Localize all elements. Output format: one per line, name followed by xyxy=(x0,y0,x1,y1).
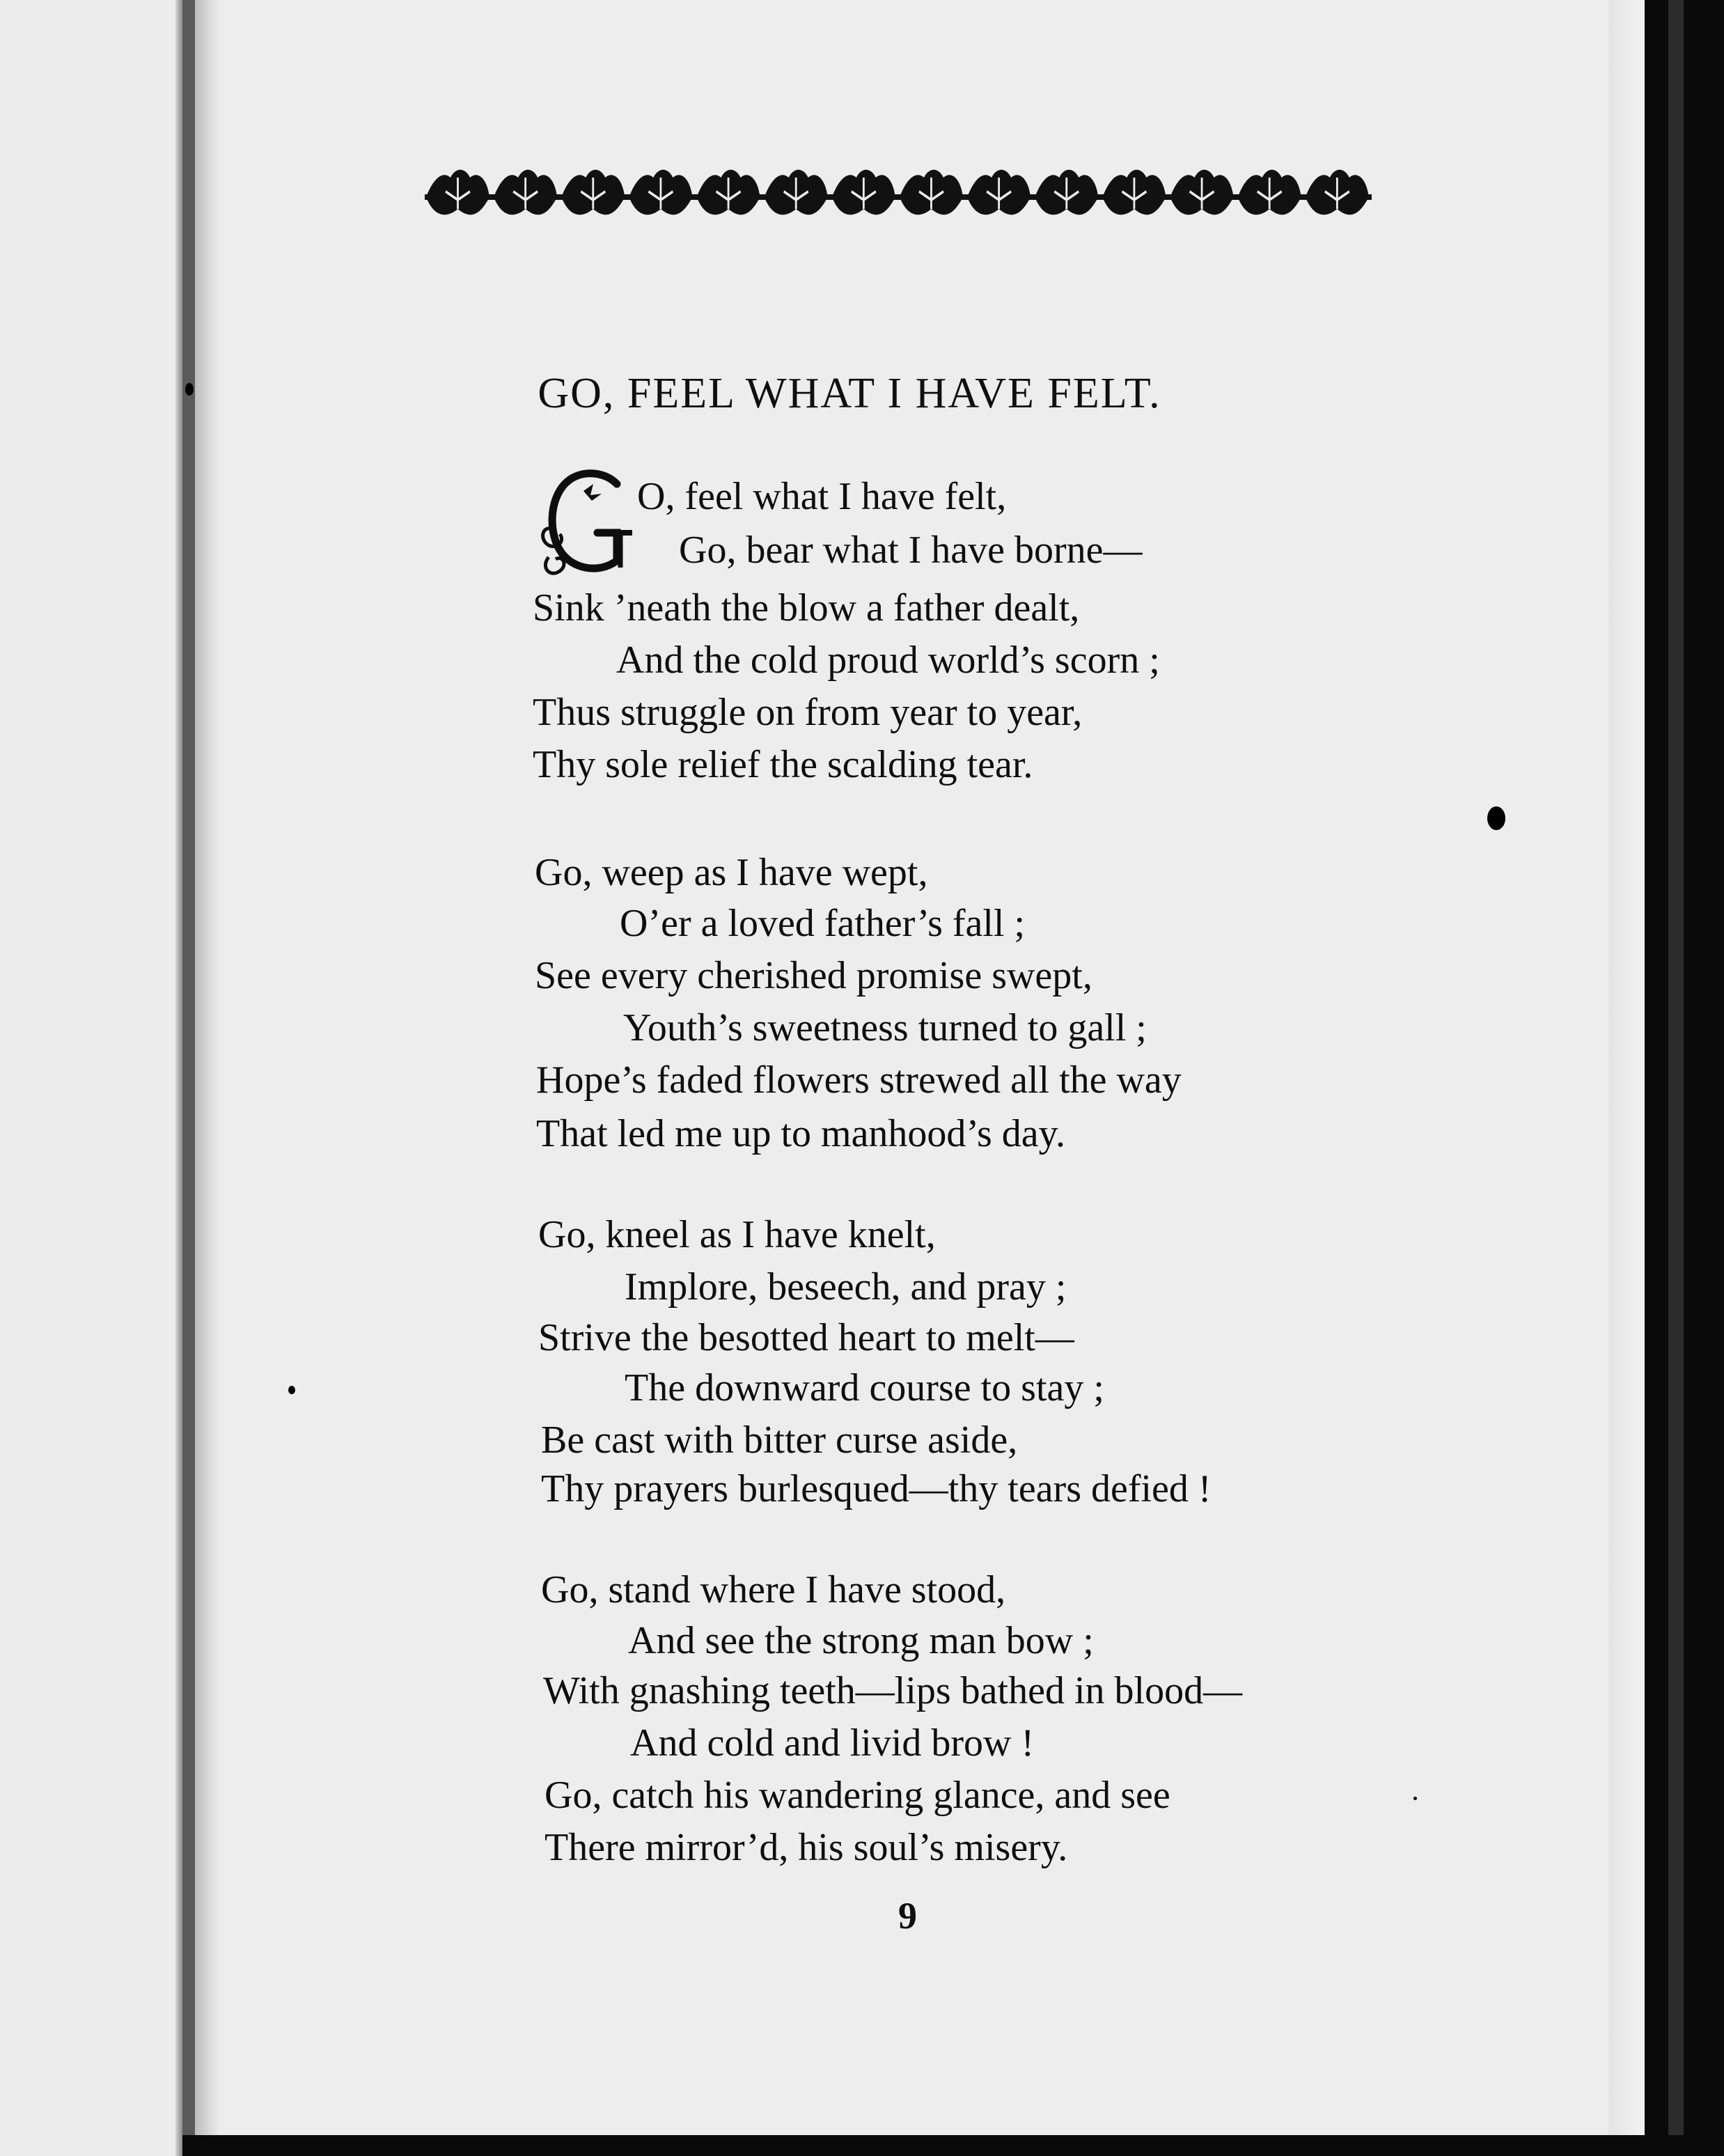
poem-line: O’er a loved father’s fall ; xyxy=(620,902,1026,945)
ink-speck xyxy=(1413,1797,1417,1800)
poem-line: Sink ’neath the blow a father dealt, xyxy=(533,586,1080,630)
poem-line: And cold and livid brow ! xyxy=(630,1721,1035,1765)
poem-line: Be cast with bitter curse aside, xyxy=(541,1419,1018,1462)
poem-line: Implore, beseech, and pray ; xyxy=(625,1265,1067,1309)
poem-line: That led me up to manhood’s day. xyxy=(536,1112,1065,1155)
poem-line: There mirror’d, his soul’s misery. xyxy=(544,1826,1068,1869)
poem-line: Thy sole relief the scalding tear. xyxy=(533,743,1033,786)
poem-line: With gnashing teeth—lips bathed in blood— xyxy=(543,1669,1243,1712)
page-number: 9 xyxy=(898,1895,917,1937)
facing-page xyxy=(0,0,182,2156)
poem-line: Thus struggle on from year to year, xyxy=(533,691,1083,734)
page-edge xyxy=(1608,0,1645,2138)
poem-line: Thy prayers burlesqued—thy tears defied ! xyxy=(541,1467,1212,1510)
ink-speck xyxy=(288,1386,295,1394)
gutter-shadow xyxy=(195,0,220,2135)
poem-line: The downward course to stay ; xyxy=(625,1366,1104,1409)
poem-line: And the cold proud world’s scorn ; xyxy=(616,639,1160,682)
poem-line: Strive the besotted heart to melt— xyxy=(538,1316,1074,1359)
poem-line: O, feel what I have felt, xyxy=(637,475,1007,518)
ink-speck xyxy=(185,383,194,396)
poem-line: Go, bear what I have borne— xyxy=(679,529,1143,572)
poem-line: See every cherished promise swept, xyxy=(535,954,1092,997)
scan-bottom-edge xyxy=(182,2135,1724,2156)
poem-line: Go, weep as I have wept, xyxy=(535,851,928,894)
poem-line: Go, kneel as I have knelt, xyxy=(538,1213,936,1256)
book-cover-edge xyxy=(1645,0,1724,2156)
poem-line: Go, catch his wandering glance, and see xyxy=(544,1774,1170,1817)
poem-line: And see the strong man bow ; xyxy=(628,1619,1094,1662)
poem-line: Youth’s sweetness turned to gall ; xyxy=(623,1006,1147,1049)
drop-cap-g-icon xyxy=(535,463,639,581)
poem-line: Hope’s faded flowers strewed all the way xyxy=(536,1059,1182,1102)
poem-line: Go, stand where I have stood, xyxy=(541,1568,1006,1611)
poem-title: GO, FEEL WHAT I HAVE FELT. xyxy=(538,370,1161,417)
ivy-leaf-ornament-icon xyxy=(425,157,1372,226)
ink-speck xyxy=(1487,806,1505,830)
